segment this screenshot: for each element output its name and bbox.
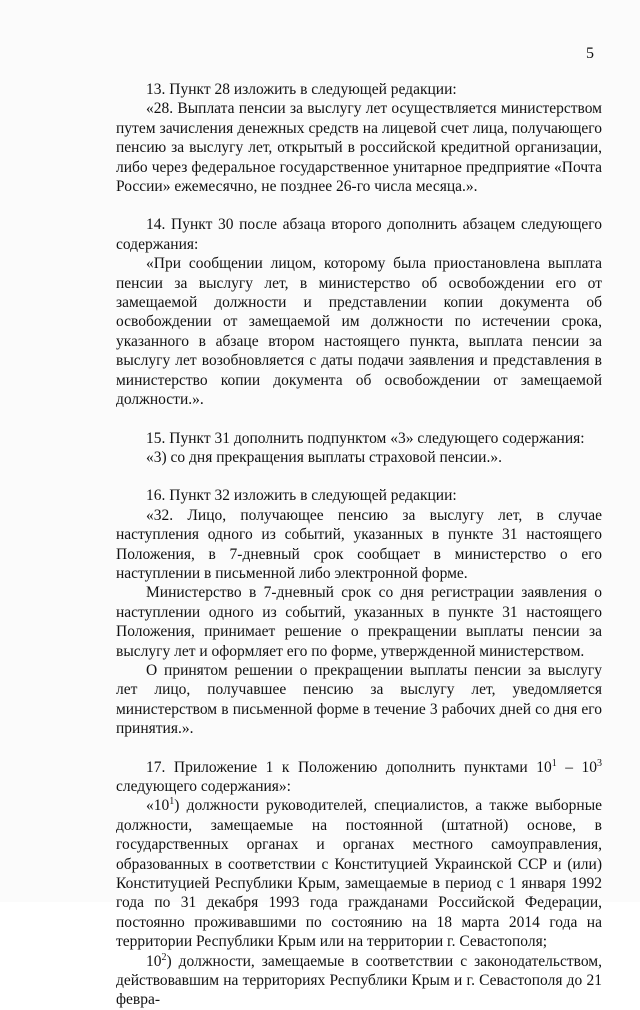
document-body [116,80,602,1010]
superscript: 3 [597,757,603,769]
text-run: «10 [146,797,170,815]
text-run: следующего содержания»: [116,778,291,795]
superscript: 1 [551,757,557,769]
text-run: – 10 [556,758,598,776]
text-run: ) должности руководителей, специалистов, а также выборные должности, замещаемые на постоянной (штатной) основе, в государственных органах и органах местного самоуправления, образованных в соответствии с Конституцией Украинской ССР и (или) Конституцией Республики Крым, замещаемые в период с 1 января 1992 года по 31 декабря 1993 года гражданами Российской Федерации, постоянно проживавшими по состоянию на 18 марта 2014 года на территории Республики Крым или на территории г. Севастополя; [116,797,602,951]
paragraph: 15. Пункт 31 дополнить подпунктом «3» следующего содержания: [146,429,585,447]
paragraph [116,796,602,951]
paragraph: «При сообщении лицом, которому была приостановлена выплата пенсии за выслугу лет, в министерство об освобождении его от замещаемой должности и представлении копии документа об освобождении от замещаемой им должности по истечении срока, указанного в абзаце втором настоящего пункта, выплата пенсии за выслугу лет возобновляется с даты подачи заявления и представления в министерство копии документа об освобождении от замещаемой должности.». [116,255,602,409]
paragraph [116,952,602,1010]
page-number: 5 [586,45,594,62]
paragraph: О принятом решении о прекращении выплаты пенсии за выслугу лет лицо, получавшее пенсию за выслугу лет, уведомляется министерством в письменной форме в течение 3 рабочих дней со дня его принятия.». [116,661,602,738]
superscript: 2 [161,951,167,963]
text-run: 10 [146,952,162,970]
text-run: ) должности, замещаемые в соответствии с законодательством, действовавшим на территориях Республики Крым и г. Севастополя до 21 февра- [116,952,602,1009]
text-run: 17. Приложение 1 к Положению дополнить пунктами 10 [146,758,552,776]
paragraph: «3) со дня прекращения выплаты страховой пенсии.». [146,448,502,466]
paragraph: «32. Лицо, получающее пенсию за выслугу лет, в случае наступления одного из событий, указанных в пункте 31 настоящего Положения, в 7-дневный срок сообщает в министерство о его наступлении в письменной либо электронной форме. [116,506,602,582]
paragraph: 14. Пункт 30 после абзаца второго дополнить абзацем следующего содержания: [116,216,602,253]
paragraph [116,758,602,797]
paragraph: Министерство в 7-дневный срок со дня регистрации заявления о наступлении одного из событий, указанных в пункте 31 настоящего Положения, принимает решение о прекращении выплаты пенсии за выслугу лет и оформляет его по форме, утвержденной министерством. [116,584,602,660]
paragraph: 16. Пункт 32 изложить в следующей редакции: [146,487,457,505]
superscript: 1 [169,796,175,808]
paragraph: 13. Пункт 28 изложить в следующей редакции: [146,81,457,98]
paragraph: «28. Выплата пенсии за выслугу лет осуществляется министерством путем зачисления денежных средств на лицевой счет лица, получающего пенсию за выслугу лет, открытый в российской кредитной организации, либо через федеральное государственное унитарное предприятие «Почта России» ежемесячно, не позднее 26-го числа месяца.». [116,100,602,196]
